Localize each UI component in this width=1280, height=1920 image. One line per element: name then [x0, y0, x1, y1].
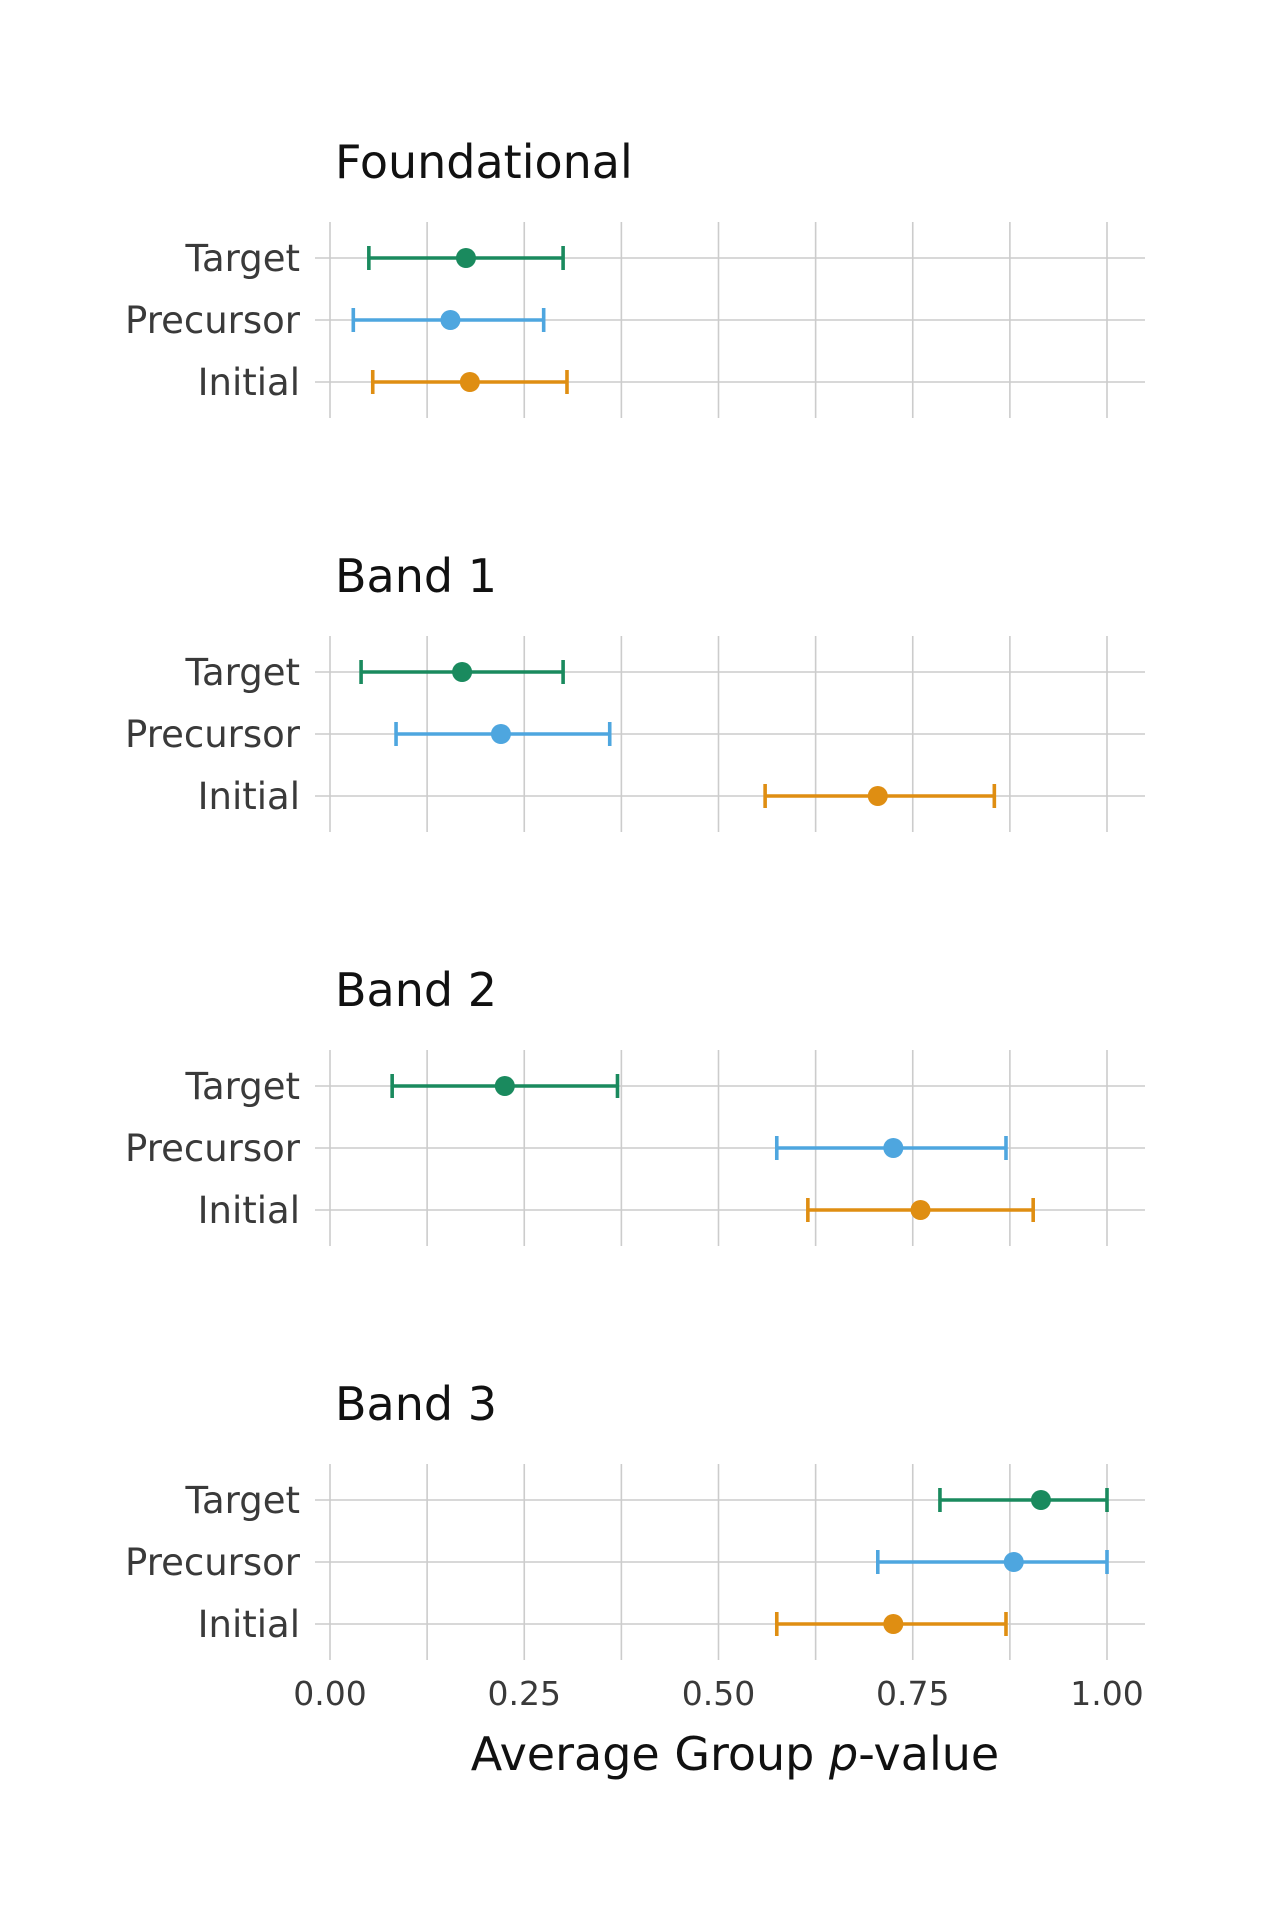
category-label: Initial	[197, 775, 300, 818]
data-point	[1031, 1490, 1051, 1510]
category-label: Initial	[197, 1603, 300, 1646]
x-axis-title-italic: p	[828, 1727, 859, 1781]
x-tick-label: 1.00	[1070, 1674, 1144, 1713]
category-label: Target	[185, 237, 300, 280]
data-point	[491, 724, 511, 744]
data-point	[456, 248, 476, 268]
data-point	[883, 1614, 903, 1634]
chart-panels	[125, 135, 1145, 1660]
category-label: Target	[185, 1479, 300, 1522]
data-point	[452, 662, 472, 682]
category-label: Target	[185, 1065, 300, 1108]
panel-title: Band 2	[335, 963, 497, 1017]
category-label: Precursor	[125, 1541, 300, 1584]
data-point	[883, 1138, 903, 1158]
data-point	[440, 310, 460, 330]
panel-title: Foundational	[335, 135, 633, 189]
x-axis-title-prefix: Average Group	[470, 1727, 829, 1781]
x-axis-title	[471, 1727, 999, 1781]
panel	[125, 1377, 1145, 1660]
x-tick-label: 0.00	[293, 1674, 367, 1713]
data-point	[911, 1200, 931, 1220]
panel-title: Band 3	[335, 1377, 497, 1431]
x-axis-title-suffix: -value	[858, 1727, 1000, 1781]
x-tick-label: 0.25	[487, 1674, 561, 1713]
x-tick-label: 0.50	[681, 1674, 756, 1713]
data-point	[1004, 1552, 1024, 1572]
panel-title: Band 1	[335, 549, 497, 603]
category-label: Precursor	[125, 299, 300, 342]
panel	[125, 549, 1145, 832]
category-label: Initial	[197, 1189, 300, 1232]
data-point	[460, 372, 480, 392]
panel	[125, 135, 1145, 418]
x-axis	[293, 1674, 1143, 1713]
data-point	[868, 786, 888, 806]
category-label: Initial	[197, 361, 300, 404]
category-label: Precursor	[125, 1127, 300, 1170]
category-label: Target	[185, 651, 300, 694]
panel	[125, 963, 1145, 1246]
category-label: Precursor	[125, 713, 300, 756]
data-point	[495, 1076, 515, 1096]
x-tick-label: 0.75	[876, 1674, 950, 1713]
